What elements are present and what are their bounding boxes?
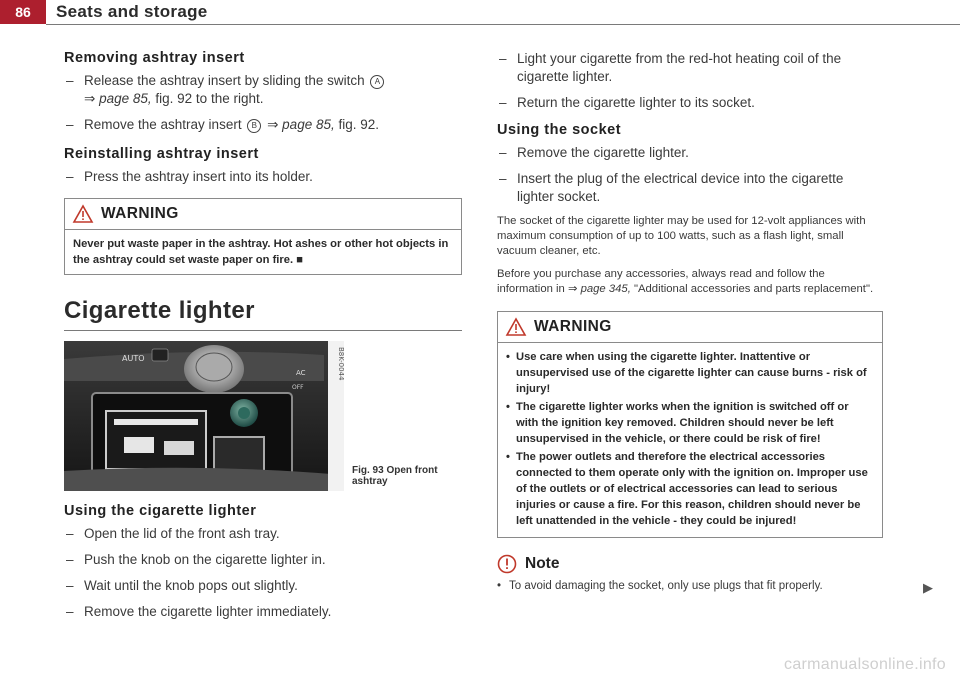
note-header xyxy=(497,554,883,574)
removing-title: Removing ashtray insert xyxy=(64,50,245,66)
page-link[interactable]: ⇒ page 85, xyxy=(267,117,335,132)
marker-a: A xyxy=(370,75,384,89)
figure-code: B8K-0044 xyxy=(337,347,345,381)
figure-caption: Fig. 93 Open front ashtray xyxy=(352,465,438,487)
page-number: 86 xyxy=(0,0,46,24)
warning-text xyxy=(506,349,874,529)
note-bullet: • To avoid damaging the socket, only use plugs that fit properly. ▶ xyxy=(497,580,883,592)
warning-box xyxy=(64,198,462,275)
header-rule xyxy=(46,24,960,25)
cigarette-lighter-title: Cigarette lighter xyxy=(64,297,462,331)
off-label: OFF xyxy=(292,384,304,391)
warning-bullet: • The cigarette lighter works when the ignition is switched off or with the ignition key removed. Children should never be left unsupervised in the vehicle, or there could be risk of fire! xyxy=(506,399,874,447)
socket-paragraph: The socket of the cigarette lighter may be used for 12-volt appliances with maximum consumption of up to 100 watts, such as a flash light, small vacuum cleaner, etc. xyxy=(497,215,866,257)
warning-bullet: • The power outlets and therefore the electrical accessories connected to them operate only with the ignition on. Improper use of the outlets or of electrical accessories can lead to serious injuries or cause a fire. For this reason, children should never be left unattended in the vehicle - they could be injured! xyxy=(506,449,874,529)
right-column xyxy=(497,50,933,595)
lighter-step: – Remove the cigarette lighter immediately. xyxy=(64,603,462,621)
warning-header xyxy=(65,199,461,230)
warning-label: WARNING xyxy=(534,318,612,335)
note-icon xyxy=(497,554,517,574)
marker-b: B xyxy=(247,119,261,133)
lighter-step: – Light your cigarette from the red-hot heating coil of the cigarette lighter. xyxy=(497,50,883,86)
page-link[interactable]: ⇒ page 345, xyxy=(567,283,631,295)
warning-icon xyxy=(73,205,93,223)
auto-label: AUTO xyxy=(122,354,145,363)
warning-icon xyxy=(506,318,526,336)
end-mark: ■ xyxy=(296,254,303,266)
note-label: Note xyxy=(525,555,560,572)
section-header: Seats and storage xyxy=(56,2,208,21)
reinstalling-title: Reinstalling ashtray insert xyxy=(64,146,259,162)
using-lighter-title: Using the cigarette lighter xyxy=(64,503,257,519)
warning-bullet: • Use care when using the cigarette lighter. Inattentive or unsupervised use of the cigarette lighter can cause burns - risk of injury! xyxy=(506,349,874,397)
socket-step: – Remove the cigarette lighter. xyxy=(497,144,883,162)
removing-step-2: – Remove the ashtray insert B ⇒ page 85, fig. 92. xyxy=(64,116,462,134)
left-column xyxy=(64,50,462,629)
lighter-step: – Return the cigarette lighter to its socket. xyxy=(497,94,883,112)
socket-title: Using the socket xyxy=(497,122,622,138)
socket-step: – Insert the plug of the electrical device into the cigarette lighter socket. xyxy=(497,170,883,206)
page-link[interactable]: page 85, xyxy=(99,91,152,106)
ashtray-photo xyxy=(64,341,344,491)
warning-label: WARNING xyxy=(101,205,179,222)
warning-header xyxy=(498,312,882,343)
figure-93 xyxy=(64,341,462,491)
ac-label: AC xyxy=(296,369,306,377)
lighter-step: – Wait until the knob pops out slightly. xyxy=(64,577,462,595)
warning-box xyxy=(497,311,883,538)
warning-text: Never put waste paper in the ashtray. Hot ashes or other hot objects in the ashtray could set waste paper on fire. ■ xyxy=(73,238,449,266)
lighter-step: – Open the lid of the front ash tray. xyxy=(64,525,462,543)
watermark: carmanualsonline.info xyxy=(784,656,946,673)
continue-arrow-icon: ▶ xyxy=(923,580,933,595)
reinstalling-step-1: – Press the ashtray insert into its holder. xyxy=(64,168,462,186)
lighter-step: – Push the knob on the cigarette lighter in. xyxy=(64,551,462,569)
removing-step-1: – Release the ashtray insert by sliding the switch A ⇒ page 85, fig. 92 to the right. xyxy=(64,72,462,108)
accessories-paragraph: Before you purchase any accessories, always read and follow the information in ⇒ page 345, "Additional accessories and parts replacement". xyxy=(497,268,874,295)
